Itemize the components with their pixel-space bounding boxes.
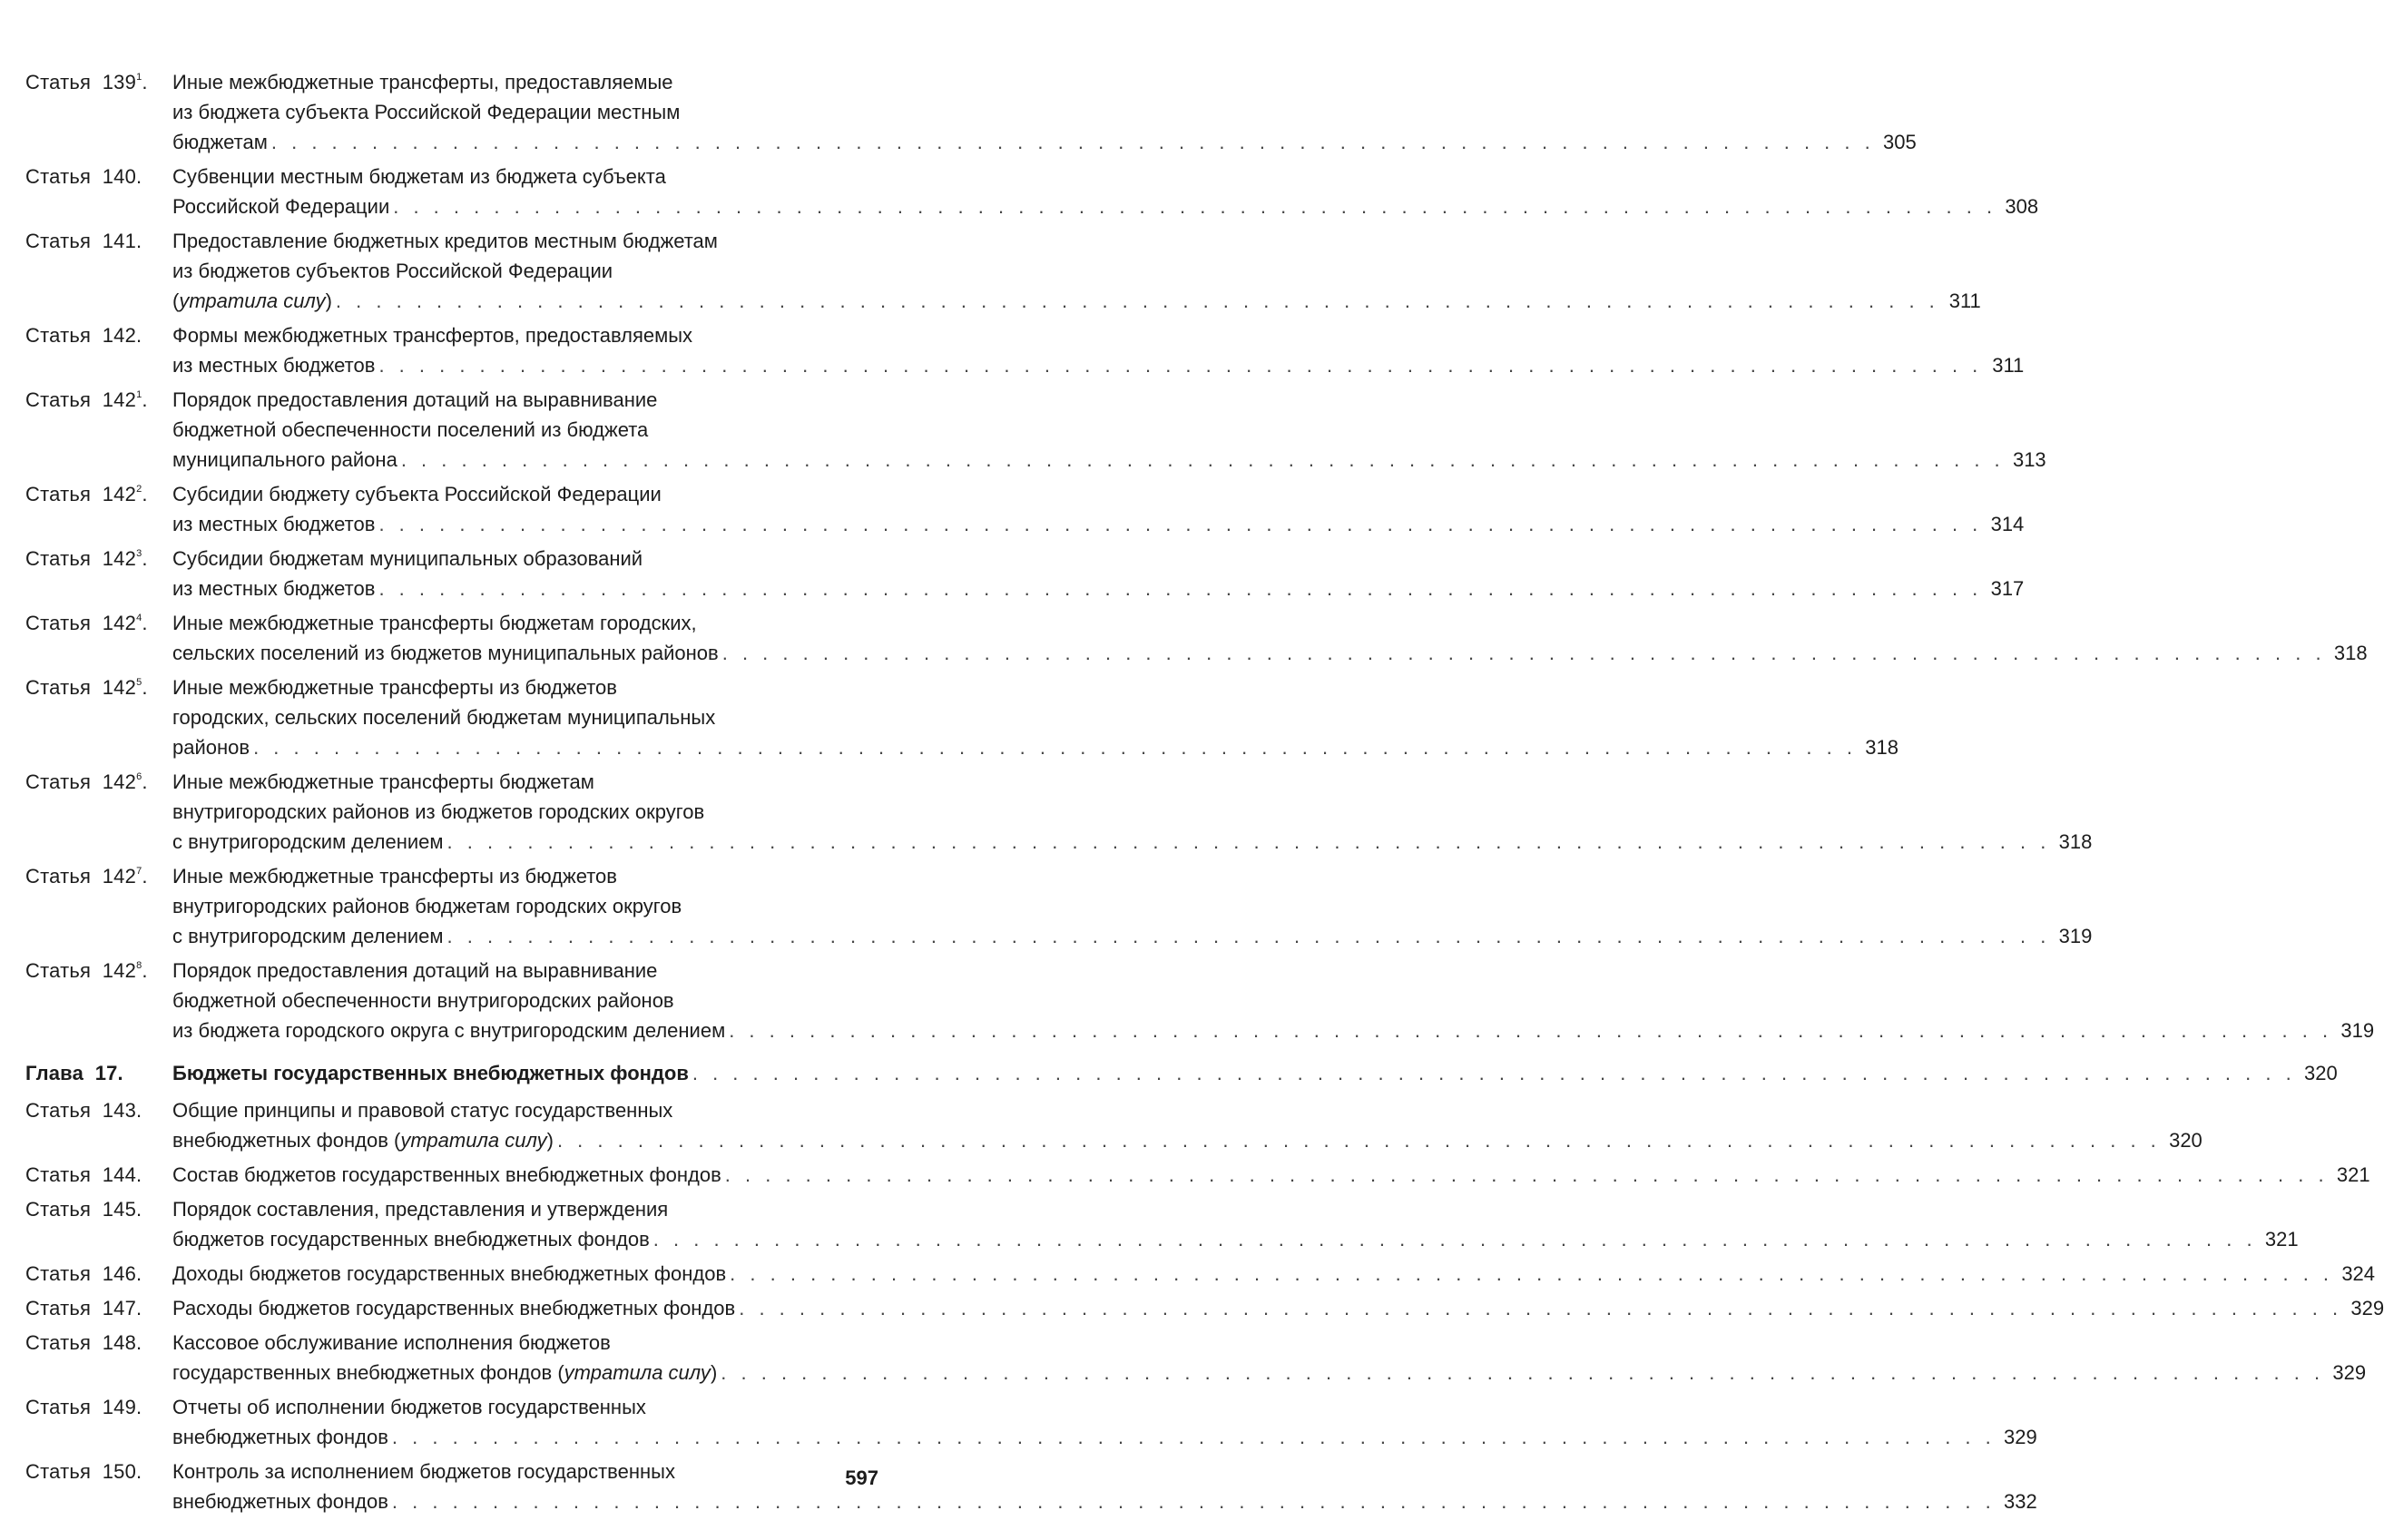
entry-title-line: Иные межбюджетные трансферты из бюджетов bbox=[172, 865, 617, 888]
toc-article-entry bbox=[25, 1259, 2376, 1289]
entry-label-word: Статья bbox=[25, 1099, 92, 1122]
entry-title-line: Порядок предоставления дотаций на выравнивание bbox=[172, 959, 658, 982]
entry-number: 148. bbox=[102, 1331, 142, 1354]
entry-label-word: Статья bbox=[25, 483, 92, 505]
entry-title bbox=[172, 226, 1981, 316]
entry-title-text bbox=[172, 445, 397, 475]
entry-label-word: Статья bbox=[25, 324, 92, 347]
toc-article-entry bbox=[25, 1293, 2384, 1323]
entry-title-text bbox=[172, 350, 375, 380]
entry-number: 140. bbox=[102, 165, 142, 188]
entry-title-last-line bbox=[172, 827, 2093, 857]
dot-leader bbox=[554, 1125, 2161, 1155]
entry-title bbox=[172, 861, 2093, 951]
dot-leader bbox=[444, 921, 2051, 951]
entry-label-word: Статья bbox=[25, 1460, 92, 1483]
entry-title-segment: бюджетов государственных внебюджетных фондов bbox=[172, 1228, 650, 1251]
entry-status-note: утратила силу bbox=[400, 1129, 547, 1152]
entry-title-segment: внебюджетных фондов bbox=[172, 1490, 388, 1513]
entry-title-last-line bbox=[172, 191, 2039, 221]
toc-article-entry bbox=[25, 767, 2093, 857]
entry-status-note: утратила силу bbox=[564, 1361, 711, 1384]
entry-title-line: Контроль за исполнением бюджетов государственных bbox=[172, 1460, 675, 1483]
entry-number: 145. bbox=[102, 1198, 142, 1221]
entry-number: 150. bbox=[102, 1460, 142, 1483]
entry-label-word: Статья bbox=[25, 770, 92, 793]
entry-title-text bbox=[172, 638, 719, 668]
entry-title-line: внутригородских районов бюджетам городских округов bbox=[172, 895, 682, 917]
toc-article-entry bbox=[25, 1392, 2037, 1452]
entry-title-segment: Бюджеты государственных внебюджетных фондов bbox=[172, 1062, 689, 1084]
entry-title-text bbox=[172, 1160, 721, 1190]
toc-article-entry bbox=[25, 1194, 2299, 1254]
entry-page-number: 329 bbox=[2004, 1426, 2037, 1448]
entry-label-word: Статья bbox=[25, 1163, 92, 1186]
entry-page-number: 329 bbox=[2332, 1361, 2367, 1384]
entry-number-superscript: 3 bbox=[136, 548, 142, 559]
entry-label-word: Статья bbox=[25, 388, 92, 411]
entry-label-word: Статья bbox=[25, 165, 92, 188]
entry-label: Статья $142^6$. bbox=[25, 770, 148, 793]
entry-title-line: Иные межбюджетные трансферты бюджетам bbox=[172, 770, 594, 793]
entry-number: 142 bbox=[102, 547, 137, 570]
dot-leader bbox=[268, 127, 1875, 157]
toc-article-entry bbox=[25, 320, 2025, 380]
entry-label bbox=[25, 1392, 172, 1452]
entry-title-line: Формы межбюджетных трансфертов, предоставляемых bbox=[172, 324, 693, 347]
entry-label-word: Статья bbox=[25, 612, 92, 634]
entry-title-last-line bbox=[172, 127, 1917, 157]
entry-number: 142 bbox=[102, 612, 137, 634]
entry-title bbox=[172, 1160, 2370, 1190]
dot-leader bbox=[726, 1259, 2333, 1289]
entry-title bbox=[172, 672, 1898, 762]
entry-title-last-line bbox=[172, 574, 2025, 603]
entry-title-text bbox=[172, 827, 444, 857]
dot-leader bbox=[375, 509, 1982, 539]
entry-number-superscript: 7 bbox=[136, 866, 142, 877]
toc-article-entry bbox=[25, 956, 2375, 1045]
entry-number: 143. bbox=[102, 1099, 142, 1122]
entry-number: 142 bbox=[102, 959, 137, 982]
entry-label-word: Статья bbox=[25, 676, 92, 699]
entry-title bbox=[172, 1095, 2203, 1155]
dot-leader bbox=[375, 574, 1982, 603]
entry-title-segment: сельских поселений из бюджетов муниципальных районов bbox=[172, 642, 719, 664]
entry-page-number: 314 bbox=[1990, 513, 2025, 535]
entry-title-segment: из местных бюджетов bbox=[172, 354, 376, 377]
dot-leader bbox=[389, 191, 1996, 221]
dot-leader bbox=[250, 732, 1857, 762]
entry-number-superscript: 1 bbox=[136, 389, 142, 400]
entry-label-word: Статья bbox=[25, 71, 92, 93]
entry-title bbox=[172, 608, 2368, 668]
entry-title-text bbox=[172, 1259, 726, 1289]
entry-label: Статья $142^7$. bbox=[25, 865, 148, 888]
entry-title-text bbox=[172, 1015, 725, 1045]
dot-leader bbox=[388, 1422, 1996, 1452]
entry-number-superscript: 8 bbox=[136, 960, 142, 971]
entry-number-superscript: 5 bbox=[136, 677, 142, 688]
entry-title-last-line bbox=[172, 509, 2025, 539]
dot-leader bbox=[717, 1358, 2324, 1388]
toc-article-entry bbox=[25, 1328, 2367, 1388]
entry-label: Статья $142^5$. bbox=[25, 676, 148, 699]
entry-page-number: 321 bbox=[2264, 1228, 2299, 1251]
entry-title-text bbox=[172, 574, 375, 603]
entry-title bbox=[172, 544, 2025, 603]
entry-label: Статья $142^8$. bbox=[25, 959, 148, 982]
entry-title-last-line bbox=[172, 1293, 2384, 1323]
entry-title-line: бюджетной обеспеченности поселений из бюджета bbox=[172, 418, 649, 441]
entry-number-superscript: 6 bbox=[136, 771, 142, 782]
dot-leader bbox=[375, 350, 1982, 380]
entry-label bbox=[25, 1259, 172, 1289]
entry-title-text bbox=[172, 286, 332, 316]
entry-number: 139 bbox=[102, 71, 137, 93]
entry-label-word: Статья bbox=[25, 1297, 92, 1319]
entry-title bbox=[172, 1259, 2376, 1289]
entry-title-text bbox=[172, 191, 389, 221]
entry-title bbox=[172, 1194, 2299, 1254]
dot-leader bbox=[388, 1486, 1996, 1516]
entry-number: 141. bbox=[102, 230, 142, 252]
entry-title-last-line bbox=[172, 1058, 2338, 1088]
entry-page-number: 320 bbox=[2304, 1062, 2338, 1084]
entry-label: Статья $142^2$. bbox=[25, 483, 148, 505]
entry-title-last-line bbox=[172, 1358, 2367, 1388]
entry-title bbox=[172, 956, 2375, 1045]
entry-title bbox=[172, 67, 1917, 157]
toc-article-entry bbox=[25, 385, 2046, 475]
entry-title-last-line bbox=[172, 1125, 2203, 1155]
entry-title-segment: из бюджета городского округа с внутригородским делением bbox=[172, 1019, 726, 1042]
entry-title-last-line bbox=[172, 1160, 2370, 1190]
entry-title-text bbox=[172, 1486, 388, 1516]
entry-title-line: Иные межбюджетные трансферты из бюджетов bbox=[172, 676, 617, 699]
entry-title-text bbox=[172, 1125, 554, 1155]
entry-title-segment: муниципального района bbox=[172, 448, 397, 471]
entry-title-line: из бюджета субъекта Российской Федерации местным bbox=[172, 101, 681, 123]
entry-title-line: Предоставление бюджетных кредитов местным бюджетам bbox=[172, 230, 718, 252]
dot-leader bbox=[719, 638, 2326, 668]
toc-article-entry bbox=[25, 1457, 2037, 1516]
entry-page-number: 311 bbox=[1948, 289, 1981, 312]
entry-title-line: Иные межбюджетные трансферты, предоставляемые bbox=[172, 71, 673, 93]
entry-status-note: утратила силу bbox=[179, 289, 326, 312]
toc-article-entry bbox=[25, 226, 1981, 316]
entry-number: 142 bbox=[102, 388, 137, 411]
entry-label bbox=[25, 1160, 172, 1190]
entry-number: 142 bbox=[102, 770, 137, 793]
entry-number: 142 bbox=[102, 676, 137, 699]
entry-title-last-line bbox=[172, 286, 1981, 316]
entry-title-segment: Состав бюджетов государственных внебюджетных фондов bbox=[172, 1163, 721, 1186]
entry-title-line: Субвенции местным бюджетам из бюджета субъекта bbox=[172, 165, 666, 188]
entry-title-closing: ) bbox=[710, 1361, 718, 1384]
entry-label: Статья $142^3$. bbox=[25, 547, 148, 570]
entry-page-number: 332 bbox=[2004, 1490, 2037, 1513]
entry-title bbox=[172, 479, 2025, 539]
entry-title bbox=[172, 1392, 2037, 1452]
entry-title-text bbox=[172, 1358, 717, 1388]
entry-label-word: Статья bbox=[25, 1262, 92, 1285]
entry-number: 144. bbox=[102, 1163, 142, 1186]
toc-article-entry bbox=[25, 608, 2368, 668]
entry-title-text bbox=[172, 127, 268, 157]
entry-number: 142. bbox=[102, 324, 142, 347]
entry-number-superscript: 4 bbox=[136, 613, 142, 623]
entry-title-text bbox=[172, 1293, 735, 1323]
entry-page-number: 329 bbox=[2350, 1297, 2384, 1319]
toc-article-entry bbox=[25, 162, 2039, 221]
entry-label: Статья $142^1$. bbox=[25, 388, 148, 411]
entry-title-last-line bbox=[172, 1015, 2375, 1045]
entry-title-last-line bbox=[172, 350, 2025, 380]
entry-number: 142 bbox=[102, 483, 137, 505]
dot-leader bbox=[397, 445, 2005, 475]
entry-title-last-line bbox=[172, 1486, 2037, 1516]
entry-number: 149. bbox=[102, 1396, 142, 1418]
toc-article-entry bbox=[25, 67, 1917, 157]
entry-label bbox=[25, 1328, 172, 1388]
entry-label bbox=[25, 1293, 172, 1323]
dot-leader bbox=[735, 1293, 2342, 1323]
entry-label bbox=[25, 1058, 172, 1088]
entry-title-segment: внебюджетных фондов bbox=[172, 1426, 388, 1448]
entry-title-segment: с внутригородским делением bbox=[172, 830, 444, 853]
entry-title-closing: ) bbox=[546, 1129, 554, 1152]
entry-page-number: 317 bbox=[1990, 577, 2025, 600]
entry-title-line: Общие принципы и правовой статус государственных bbox=[172, 1099, 673, 1122]
entry-label-word: Статья bbox=[25, 547, 92, 570]
dot-leader bbox=[721, 1160, 2329, 1190]
entry-title-segment: из местных бюджетов bbox=[172, 513, 376, 535]
entry-page-number: 324 bbox=[2341, 1262, 2376, 1285]
entry-title-line: Субсидии бюджету субъекта Российской Федерации bbox=[172, 483, 662, 505]
toc-article-entry bbox=[25, 1095, 2203, 1155]
entry-title-text bbox=[172, 1422, 388, 1452]
entry-title-line: Порядок предоставления дотаций на выравнивание bbox=[172, 388, 658, 411]
entry-title-line: Субсидии бюджетам муниципальных образований bbox=[172, 547, 643, 570]
entry-label-word: Глава bbox=[25, 1062, 84, 1084]
entry-page-number: 319 bbox=[2340, 1019, 2375, 1042]
entry-label: Статья $139^1$. bbox=[25, 71, 148, 93]
entry-label bbox=[25, 1194, 172, 1254]
entry-number: 17. bbox=[94, 1062, 123, 1084]
entry-page-number: 318 bbox=[2058, 830, 2093, 853]
entry-title-line: бюджетной обеспеченности внутригородских районов bbox=[172, 989, 674, 1012]
entry-title-last-line bbox=[172, 1422, 2037, 1452]
entry-label bbox=[25, 320, 172, 380]
entry-title-last-line bbox=[172, 1259, 2376, 1289]
entry-number-superscript: 1 bbox=[136, 72, 142, 83]
entry-title bbox=[172, 767, 2093, 857]
entry-page-number: 318 bbox=[2333, 642, 2368, 664]
entry-title-text bbox=[172, 1224, 650, 1254]
entry-title-segment: районов bbox=[172, 736, 250, 759]
entry-number: 147. bbox=[102, 1297, 142, 1319]
entry-title-last-line bbox=[172, 1224, 2299, 1254]
entry-title-line: Порядок составления, представления и утверждения bbox=[172, 1198, 669, 1221]
entry-title-segment: из местных бюджетов bbox=[172, 577, 376, 600]
entry-title-segment: Доходы бюджетов государственных внебюджетных фондов bbox=[172, 1262, 727, 1285]
entry-title-text bbox=[172, 921, 444, 951]
entry-page-number: 319 bbox=[2058, 925, 2093, 947]
entry-title-text bbox=[172, 1058, 689, 1088]
entry-label bbox=[25, 226, 172, 316]
entry-title-last-line bbox=[172, 732, 1898, 762]
entry-label bbox=[25, 1095, 172, 1155]
entry-label-word: Статья bbox=[25, 1396, 92, 1418]
entry-number-superscript: 2 bbox=[136, 484, 142, 495]
entry-title bbox=[172, 1293, 2384, 1323]
entry-title-line: городских, сельских поселений бюджетам муниципальных bbox=[172, 706, 716, 729]
entry-label bbox=[25, 1457, 172, 1516]
entry-title-line: Иные межбюджетные трансферты бюджетам городских, bbox=[172, 612, 697, 634]
entry-title-text bbox=[172, 509, 375, 539]
toc-article-entry bbox=[25, 544, 2025, 603]
entry-page-number: 311 bbox=[1992, 354, 2025, 377]
entry-title-segment: Российской Федерации bbox=[172, 195, 390, 218]
entry-title-line: Отчеты об исполнении бюджетов государственных bbox=[172, 1396, 646, 1418]
entry-title-last-line bbox=[172, 638, 2368, 668]
entry-title-last-line bbox=[172, 921, 2093, 951]
entry-title-segment: ( bbox=[172, 289, 180, 312]
entry-title bbox=[172, 385, 2046, 475]
entry-label-word: Статья bbox=[25, 865, 92, 888]
toc-article-entry bbox=[25, 1160, 2370, 1190]
entry-title-segment: Расходы бюджетов государственных внебюджетных фондов bbox=[172, 1297, 736, 1319]
entry-label bbox=[25, 162, 172, 221]
toc-chapter-entry bbox=[25, 1058, 2338, 1088]
entry-title bbox=[172, 162, 2039, 221]
entry-label: Статья $142^4$. bbox=[25, 612, 148, 634]
toc-article-entry bbox=[25, 861, 2093, 951]
entry-title-line: Кассовое обслуживание исполнения бюджетов bbox=[172, 1331, 611, 1354]
entry-label-word: Статья bbox=[25, 230, 92, 252]
entry-title-line: из бюджетов субъектов Российской Федерации bbox=[172, 260, 613, 282]
entry-title-line: внутригородских районов из бюджетов городских округов bbox=[172, 800, 705, 823]
dot-leader bbox=[689, 1058, 2296, 1088]
entry-label-word: Статья bbox=[25, 959, 92, 982]
entry-page-number: 305 bbox=[1883, 131, 1917, 153]
entry-number: 146. bbox=[102, 1262, 142, 1285]
dot-leader bbox=[444, 827, 2051, 857]
entry-title bbox=[172, 1457, 2037, 1516]
entry-number: 142 bbox=[102, 865, 137, 888]
entry-page-number: 320 bbox=[2169, 1129, 2203, 1152]
entry-title bbox=[172, 1328, 2367, 1388]
entry-title-segment: внебюджетных фондов ( bbox=[172, 1129, 401, 1152]
dot-leader bbox=[332, 286, 1939, 316]
entry-title-segment: государственных внебюджетных фондов ( bbox=[172, 1361, 564, 1384]
toc-article-entry bbox=[25, 672, 1898, 762]
table-of-contents bbox=[25, 67, 2384, 1521]
toc-article-entry bbox=[25, 479, 2025, 539]
entry-title-closing: ) bbox=[325, 289, 332, 312]
entry-page-number: 321 bbox=[2336, 1163, 2370, 1186]
entry-title bbox=[172, 1058, 2338, 1088]
entry-label-word: Статья bbox=[25, 1331, 92, 1354]
entry-title-last-line bbox=[172, 445, 2046, 475]
entry-title-segment: с внутригородским делением bbox=[172, 925, 444, 947]
entry-page-number: 318 bbox=[1865, 736, 1898, 759]
entry-page-number: 313 bbox=[2012, 448, 2046, 471]
dot-leader bbox=[650, 1224, 2257, 1254]
entry-title bbox=[172, 320, 2025, 380]
entry-title-segment: бюджетам bbox=[172, 131, 268, 153]
entry-label-word: Статья bbox=[25, 1198, 92, 1221]
page-number: 597 bbox=[845, 1466, 878, 1489]
dot-leader bbox=[725, 1015, 2332, 1045]
entry-title-text bbox=[172, 732, 250, 762]
entry-page-number: 308 bbox=[2005, 195, 2039, 218]
